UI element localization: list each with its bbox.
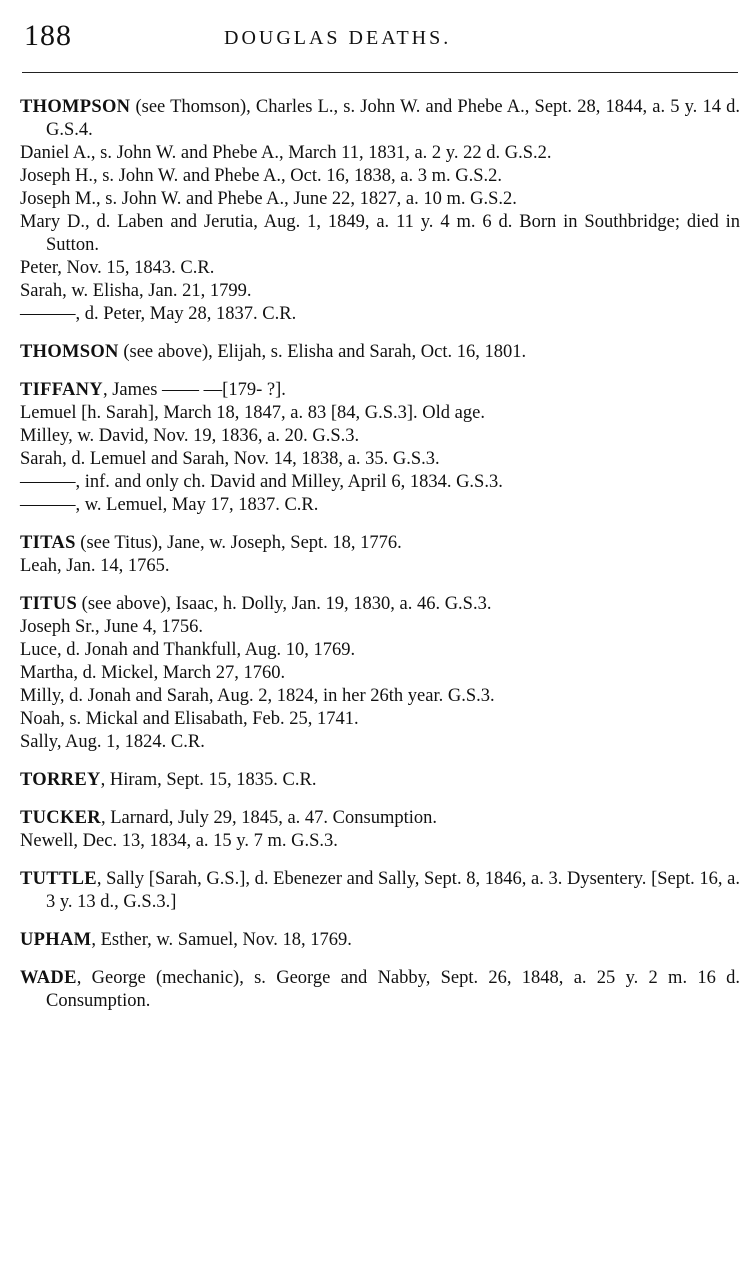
entry-text: (see Thomson), Charles L., s. John W. and Phebe A., Sept. 28, 1844, a. 5 y. 14 d. G.S.4. [46,97,740,140]
record-entry [20,616,740,639]
record-entry [20,471,740,494]
entry-text: Sarah, d. Lemuel and Sarah, Nov. 14, 1838, a. 35. G.S.3. [20,449,440,469]
record-entry [20,807,740,830]
entry-text: Daniel A., s. John W. and Phebe A., March 11, 1831, a. 2 y. 22 d. G.S.2. [20,143,552,163]
entry-text: Newell, Dec. 13, 1834, a. 15 y. 7 m. G.S.3. [20,831,338,851]
family-block-tiffany [20,379,740,517]
record-entry [20,868,740,914]
record-entry [20,685,740,708]
entry-text: Sally, Aug. 1, 1824. C.R. [20,732,205,752]
record-entry [20,303,740,326]
entry-text: Noah, s. Mickal and Elisabath, Feb. 25, 1741. [20,709,359,729]
entry-text: Milley, w. David, Nov. 19, 1836, a. 20. G.S.3. [20,426,360,446]
family-block-torrey [20,769,740,792]
entry-text: ———, inf. and only ch. David and Milley, April 6, 1834. G.S.3. [20,472,503,492]
record-entry [20,257,740,280]
record-entry [20,379,740,402]
entry-text: Martha, d. Mickel, March 27, 1760. [20,663,286,683]
record-entry [20,211,740,257]
record-entry [20,188,740,211]
record-entry [20,341,740,364]
family-block-tucker [20,807,740,853]
entry-text: Joseph M., s. John W. and Phebe A., June 22, 1827, a. 10 m. G.S.2. [20,189,517,209]
record-entry [20,708,740,731]
entry-text: , Hiram, Sept. 15, 1835. C.R. [100,770,317,790]
surname-heading: TITAS [20,533,76,553]
record-entry [20,532,740,555]
entry-text: , Sally [Sarah, G.S.], d. Ebenezer and Sally, Sept. 8, 1846, a. 3. Dysentery. [Sept. 16, a. 3 y. 13 d., G.S.3.] [46,869,740,912]
surname-heading: TIFFANY [20,380,103,400]
surname-heading: THOMPSON [20,97,131,117]
record-entry [20,639,740,662]
record-entry [20,448,740,471]
entry-text: Milly, d. Jonah and Sarah, Aug. 2, 1824, in her 26th year. G.S.3. [20,686,495,706]
entry-text: Sarah, w. Elisha, Jan. 21, 1799. [20,281,252,301]
record-entry [20,929,740,952]
record-entry [20,593,740,616]
running-head: DOUGLAS DEATHS. [224,27,452,49]
entry-text: Peter, Nov. 15, 1843. C.R. [20,258,215,278]
record-entry [20,142,740,165]
record-entry [20,425,740,448]
entry-text: , Esther, w. Samuel, Nov. 18, 1769. [91,930,352,950]
record-entry [20,494,740,517]
entry-text: Luce, d. Jonah and Thankfull, Aug. 10, 1769. [20,640,356,660]
death-records [20,96,740,1028]
record-entry [20,555,740,578]
record-entry [20,731,740,754]
surname-heading: THOMSON [20,342,119,362]
page-number: 188 [24,19,72,52]
record-entry [20,662,740,685]
family-block-wade [20,967,740,1013]
family-block-titas [20,532,740,578]
record-entry [20,165,740,188]
family-block-tuttle [20,868,740,914]
record-entry [20,830,740,853]
surname-heading: TUTTLE [20,869,97,889]
entry-text: (see Titus), Jane, w. Joseph, Sept. 18, 1776. [75,533,402,553]
entry-text: Leah, Jan. 14, 1765. [20,556,170,576]
family-block-thompson [20,96,740,326]
surname-heading: TITUS [20,594,78,614]
entry-text: Joseph Sr., June 4, 1756. [20,617,203,637]
entry-text: (see above), Elijah, s. Elisha and Sarah, Oct. 16, 1801. [118,342,527,362]
record-entry [20,402,740,425]
entry-text: , Larnard, July 29, 1845, a. 47. Consumption. [100,808,438,828]
entry-text: Mary D., d. Laben and Jerutia, Aug. 1, 1849, a. 11 y. 4 m. 6 d. Born in Southbridge; died in Sutton. [20,212,740,255]
page-header [24,18,736,58]
entry-text: ———, w. Lemuel, May 17, 1837. C.R. [20,495,319,515]
surname-heading: TUCKER [20,808,101,828]
entry-text: , James —— —[179- ?]. [102,380,286,400]
record-entry [20,280,740,303]
record-entry [20,769,740,792]
family-block-titus [20,593,740,754]
record-entry [20,96,740,142]
header-rule [22,72,738,73]
entry-text: Joseph H., s. John W. and Phebe A., Oct. 16, 1838, a. 3 m. G.S.2. [20,166,503,186]
entry-text: Lemuel [h. Sarah], March 18, 1847, a. 83 [84, G.S.3]. Old age. [20,403,485,423]
entry-text: ———, d. Peter, May 28, 1837. C.R. [20,304,297,324]
record-entry [20,967,740,1013]
surname-heading: UPHAM [20,930,92,950]
entry-text: , George (mechanic), s. George and Nabby, Sept. 26, 1848, a. 25 y. 2 m. 16 d. Consumption. [46,968,740,1011]
entry-text: (see above), Isaac, h. Dolly, Jan. 19, 1830, a. 46. G.S.3. [77,594,492,614]
surname-heading: TORREY [20,770,101,790]
family-block-upham [20,929,740,952]
surname-heading: WADE [20,968,77,988]
family-block-thomson [20,341,740,364]
